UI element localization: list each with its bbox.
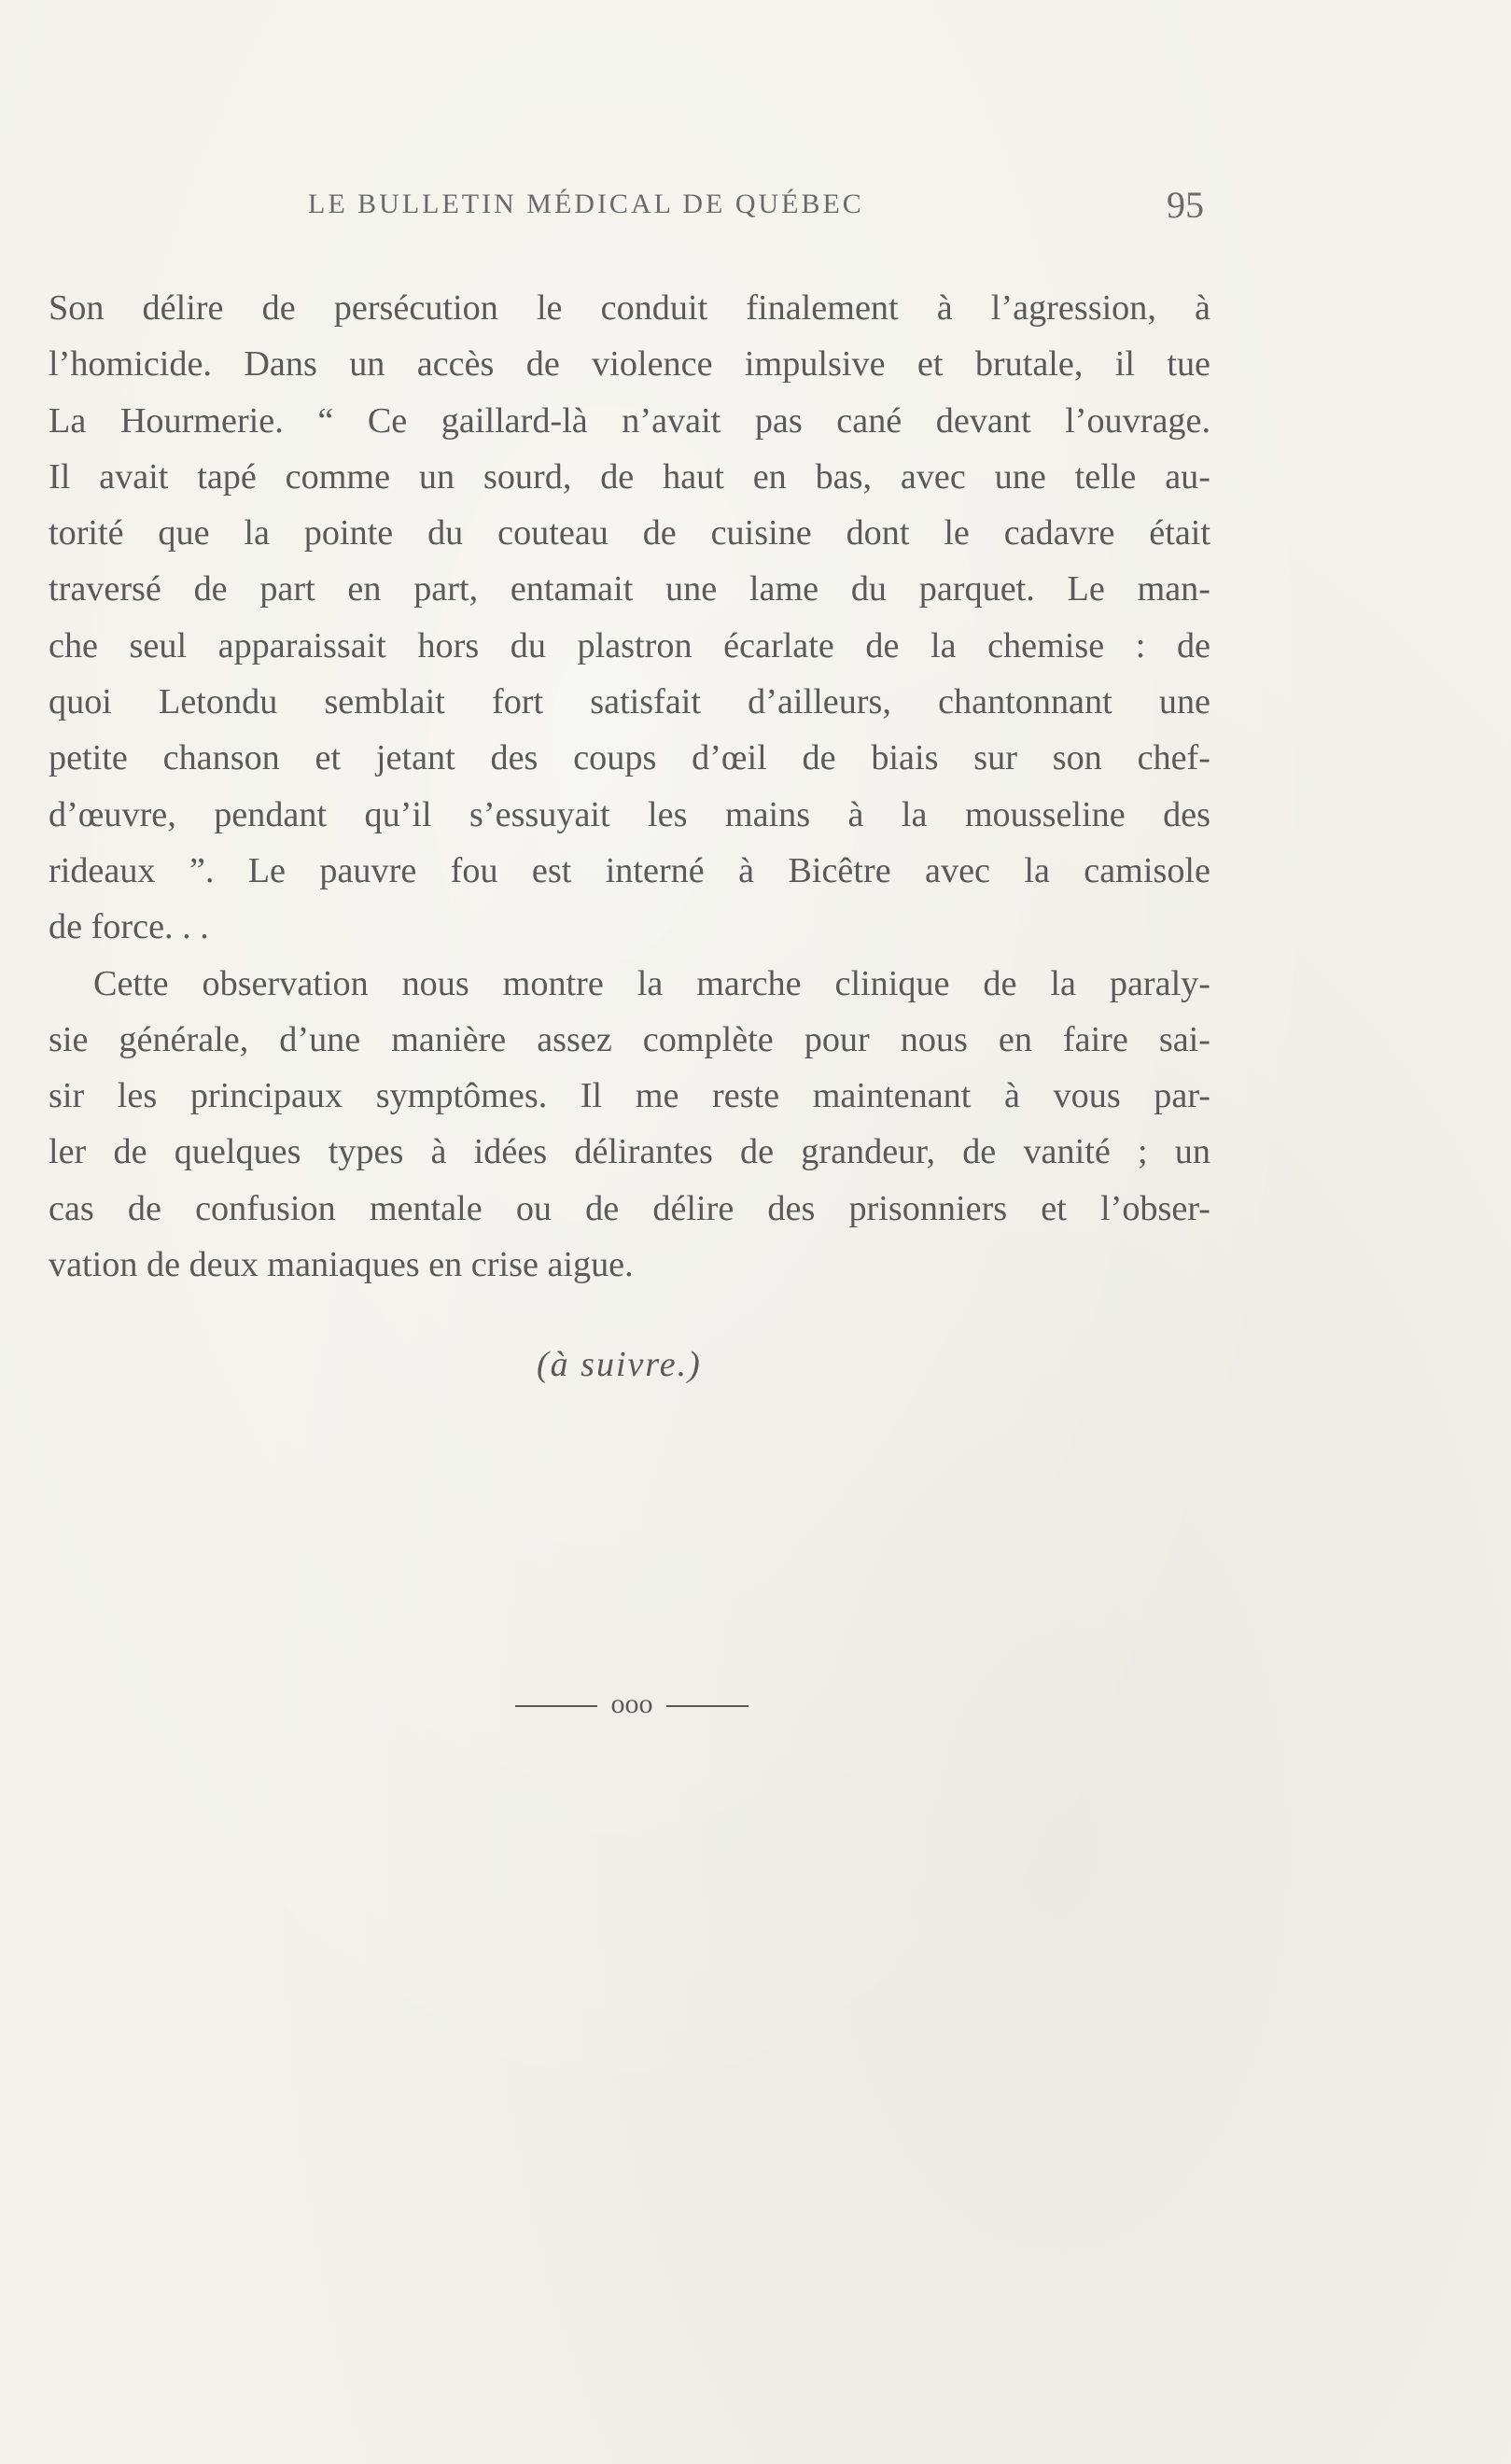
text-line: ler de quelques types à idées délirantes de grandeur, de vanité ; un [49,1132,1210,1172]
page-header [308,183,1204,230]
text-line: d’œuvre, pendant qu’il s’essuyait les mains à la mousseline des [49,794,1210,834]
running-title: LE BULLETIN MÉDICAL DE QUÉBEC [308,189,864,219]
text-line: petite chanson et jetant des coups d’œil de biais sur son chef- [49,738,1210,778]
text-line: rideaux ”. Le pauvre fou est interné à Bicêtre avec la camisole [49,850,1210,890]
text-line: traversé de part en part, entamait une lame du parquet. Le man- [49,569,1210,609]
text-line: quoi Letondu semblait fort satisfait d’ailleurs, chantonnant une [49,682,1210,722]
text-line: Cette observation nous montre la marche clinique de la paraly- [93,963,1210,1003]
text-line: sir les principaux symptômes. Il me reste maintenant à vous par- [49,1076,1210,1116]
text-line: Il avait tapé comme un sourd, de haut en bas, avec une telle au- [49,456,1210,497]
text-line: torité que la pointe du couteau de cuisine dont le cadavre était [49,513,1210,553]
text-line: l’homicide. Dans un accès de violence impulsive et brutale, il tue [49,344,1210,385]
text-line: Son délire de persécution le conduit finalement à l’agression, à [49,288,1210,328]
paragraph-1 [49,280,1210,956]
text-line: de force. . . [49,907,209,947]
text-line: La Hourmerie. “ Ce gaillard-là n’avait pas cané devant l’ouvrage. [49,400,1210,441]
body-text [49,280,1210,1293]
text-line: che seul apparaissait hors du plastron écarlate de la chemise : de [49,625,1210,665]
text-line: vation de deux maniaques en crise aigue. [49,1245,634,1285]
paragraph-2 [49,956,1210,1294]
to-be-continued-note: (à suivre.) [537,1345,702,1384]
ornament-text: ooo [610,1688,653,1719]
text-line: sie générale, d’une manière assez complète pour nous en faire sai- [49,1019,1210,1059]
page-number: 95 [1167,184,1204,226]
end-ornament [515,1687,749,1725]
text-line: cas de confusion mentale ou de délire des prisonniers et l’obser- [49,1188,1210,1228]
